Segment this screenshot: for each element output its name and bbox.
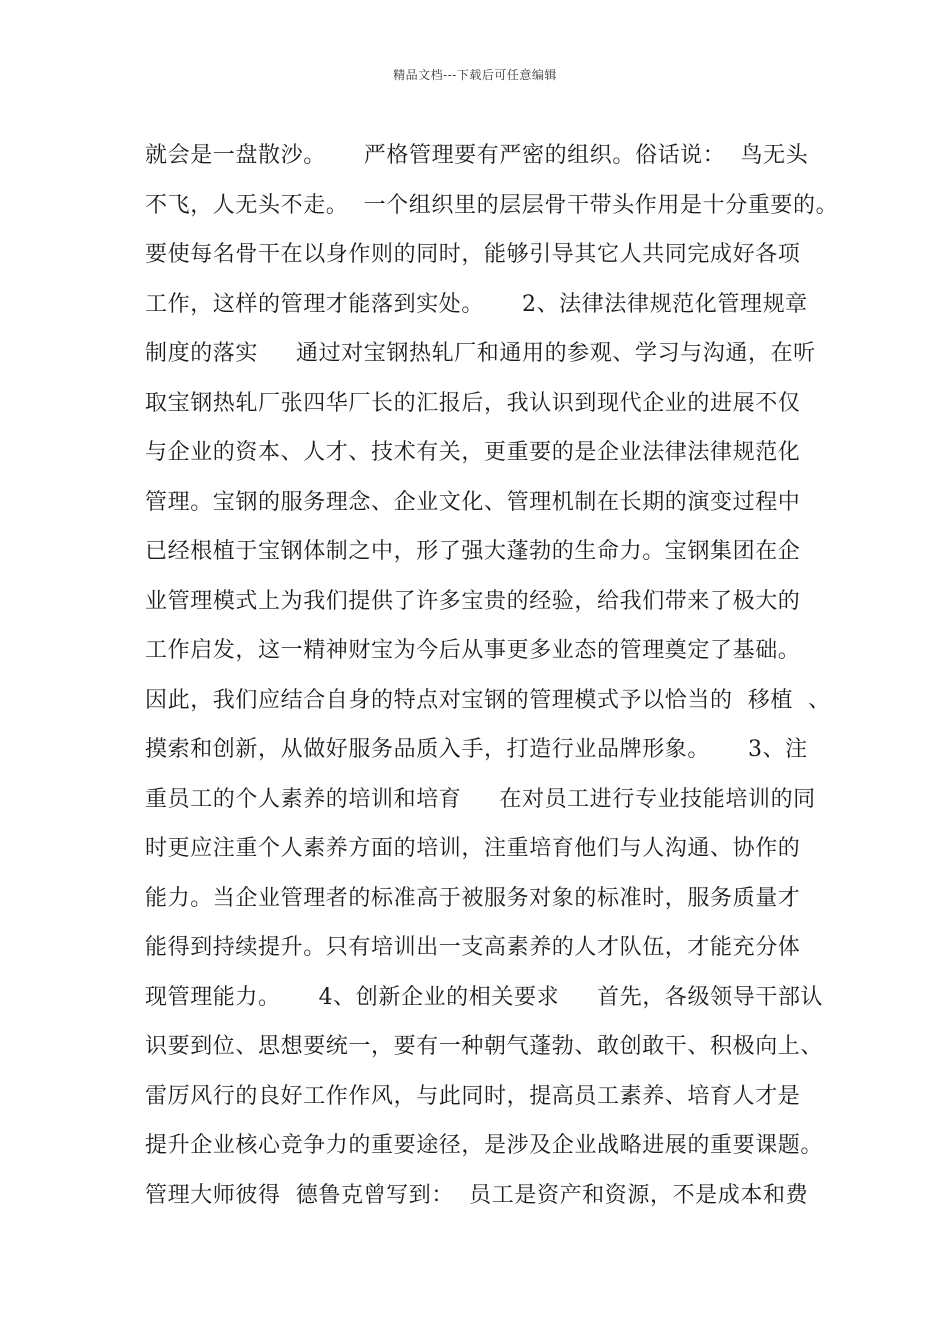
- text-line: 因此，我们应结合自身的特点对宝钢的管理模式予以恰当的 移植 、: [145, 687, 831, 713]
- text-line: 时更应注重个人素养方面的培训，注重培育他们与人沟通、协作的: [145, 836, 801, 861]
- text-line: 业管理模式上为我们提供了许多宝贵的经验，给我们带来了极大的: [145, 588, 801, 614]
- text-line: 识要到位、思想要统一，要有一种朝气蓬勃、敢创敢干、积极向上、: [145, 1034, 824, 1059]
- text-line: 不飞，人无头不走。 一个组织里的层层骨干带头作用是十分重要的。: [145, 192, 839, 218]
- text-line: 摸索和创新，从做好服务品质入手，打造行业品牌形象。 3、注: [145, 737, 808, 762]
- text-line: 就会是一盘散沙。 严格管理要有严密的组织。俗话说： 鸟无头: [145, 143, 809, 168]
- text-line: 能得到持续提升。只有培训出一支高素养的人才队伍，才能充分体: [145, 935, 801, 960]
- text-line: 工作，这样的管理才能落到实处。 2、法律法律规范化管理规章: [145, 291, 808, 317]
- text-line: 与企业的资本、人才、技术有关，更重要的是企业法律法律规范化: [145, 440, 801, 465]
- text-line: 提升企业核心竞争力的重要途径，是涉及企业战略进展的重要课题。: [145, 1133, 824, 1158]
- text-line: 要使每名骨干在以身作则的同时，能够引导其它人共同完成好各项: [145, 242, 801, 267]
- text-line: 管理大师彼得 德鲁克曾写到： 员工是资产和资源，不是成本和费: [145, 1182, 809, 1208]
- text-line: 制度的落实 通过对宝钢热轧厂和通用的参观、学习与沟通，在听: [145, 341, 816, 366]
- page-header: 精品文档---下载后可任意编辑: [393, 68, 557, 82]
- text-line: 管理。宝钢的服务理念、企业文化、管理机制在长期的演变过程中: [145, 489, 801, 515]
- text-line: 雷厉风行的良好工作作风，与此同时，提高员工素养、培育人才是: [145, 1083, 801, 1109]
- text-line: 工作启发，这一精神财宝为今后从事更多业态的管理奠定了基础。: [145, 638, 801, 663]
- text-line: 现管理能力。 4、创新企业的相关要求 首先，各级领导干部认: [145, 984, 824, 1010]
- text-line: 已经根植于宝钢体制之中，形了强大蓬勃的生命力。宝钢集团在企: [145, 539, 801, 564]
- text-line: 能力。当企业管理者的标准高于被服务对象的标准时，服务质量才: [145, 885, 801, 911]
- document-body: [145, 131, 839, 1220]
- text-line: 取宝钢热轧厂张四华厂长的汇报后，我认识到现代企业的进展不仅: [145, 390, 801, 416]
- text-line: 重员工的个人素养的培训和培育 在对员工进行专业技能培训的同: [145, 786, 816, 812]
